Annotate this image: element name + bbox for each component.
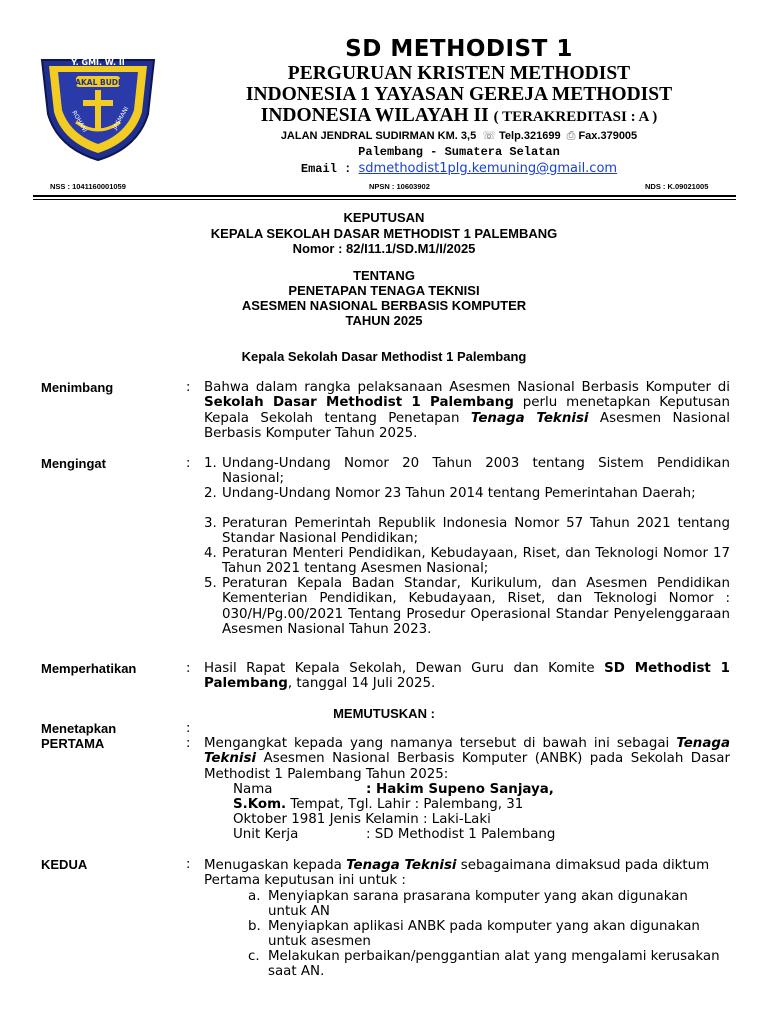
npsn-number: NPSN : 10603902 (369, 182, 430, 191)
decree-subject-2: ASESMEN NASIONAL BERBASIS KOMPUTER (241, 298, 527, 313)
item-text: Menyiapkan sarana prasarana komputer yang akan digunakan untuk AN (268, 889, 688, 919)
item-number: 5. (204, 576, 217, 591)
item-number: 2. (204, 486, 217, 501)
org-line-3 (150, 105, 768, 127)
pertama-role: Tenaga Teknisi (204, 736, 730, 767)
mengingat-label: Mengingat (41, 456, 106, 471)
menimbang-text-c: perlu menetapkan Keputusan Kepala Sekolah tentang Penetapan (204, 395, 730, 426)
mengingat-item (204, 576, 730, 638)
mengingat-item (204, 456, 730, 487)
nss-number: NSS : 1041160001059 (50, 182, 126, 191)
decree-heading: KEPUTUSAN (343, 210, 425, 225)
item-number: 4. (204, 546, 217, 561)
email-line (150, 161, 768, 176)
phone: Telp.321699 (499, 130, 561, 142)
email-link[interactable]: sdmethodist1plg.kemuning@gmail.com (358, 161, 618, 176)
kedua-colon: : (186, 857, 191, 872)
item-letter: a. (248, 889, 261, 904)
pertama-text (204, 736, 730, 782)
nama-label: Nama (233, 782, 273, 797)
item-text: Undang-Undang Nomor 23 Tahun 2014 tentang Pemerintahan Daerah; (222, 486, 696, 501)
email-label: Email : (300, 162, 352, 176)
item-text: Melakukan perbaikan/penggantian alat yang mengalami kerusakan saat AN. (268, 949, 720, 979)
memperhatikan-school: SD Methodist 1 Palembang (204, 661, 730, 692)
item-number: 3. (204, 516, 217, 531)
pertama-text-c: Asesmen Nasional Berbasis Komputer (ANBK) pada Sekolah Dasar Methodist 1 Palembang Tahun 2025: (204, 751, 730, 782)
pertama-colon: : (186, 736, 191, 751)
pertama-text-a: Mengangkat kepada yang namanya tersebut di bawah ini sebagai (204, 736, 677, 751)
logo-text-banner: AKAL BUDI (75, 78, 121, 87)
fax: Fax.379005 (578, 130, 638, 142)
kedua-role: Tenaga Teknisi (346, 858, 457, 873)
decree-about: TENTANG (353, 268, 415, 283)
decree-issuer: KEPALA SEKOLAH DASAR METHODIST 1 PALEMBANG (210, 226, 558, 241)
nama-value: : Hakim Supeno Sanjaya, (366, 782, 554, 797)
unit-value: : SD Methodist 1 Palembang (366, 827, 556, 842)
degree: S.Kom. (233, 797, 287, 812)
decree-number: Nomor : 82/I11.1/SD.M1/I/2025 (292, 241, 476, 256)
letterhead-divider-thin (33, 199, 736, 200)
city: Palembang - Sumatera Selatan (358, 145, 560, 159)
menimbang-colon: : (186, 380, 191, 395)
kedua-item (248, 949, 730, 979)
memutuskan-heading: MEMUTUSKAN : (333, 706, 435, 721)
memperhatikan-colon: : (186, 661, 191, 676)
item-text: Peraturan Menteri Pendidikan, Kebudayaan, Riset, dan Teknologi Nomor 17 Tahun 2021 tentang Asesmen Nasional; (222, 546, 730, 577)
mengingat-item (204, 516, 730, 547)
accreditation: ( TERAKREDITASI : A ) (493, 109, 658, 125)
logo-text-top: Y. GMI. W. II (71, 58, 125, 67)
ttl-text: Tempat, Tgl. Lahir : Palembang, 31 (286, 797, 524, 812)
kedua-text-a: Menugaskan kepada (204, 858, 347, 873)
address-line (150, 129, 768, 143)
kedua-item (248, 889, 730, 919)
org-line-2: INDONESIA 1 YAYASAN GEREJA METHODIST (245, 84, 673, 105)
ttl-line (233, 797, 523, 812)
mengingat-item (204, 486, 730, 501)
kedua-label: KEDUA (41, 857, 88, 872)
menimbang-text-e: Asesmen Nasional Berbasis Komputer Tahun 2025. (204, 410, 731, 442)
kedua-item (248, 919, 730, 949)
unit-label: Unit Kerja (233, 827, 299, 842)
memperhatikan-text-c: , tanggal 14 Juli 2025. (287, 676, 436, 692)
phone-icon: ☏ (482, 130, 497, 142)
memperhatikan-text (204, 661, 730, 692)
kedua-text (204, 858, 730, 889)
decree-subject-3: TAHUN 2025 (345, 313, 423, 328)
memperhatikan-text-a: Hasil Rapat Kepala Sekolah, Dewan Guru dan Komite (204, 661, 605, 676)
item-letter: c. (248, 949, 260, 964)
decree-subject-1: PENETAPAN TENAGA TEKNISI (288, 283, 480, 298)
menimbang-text (204, 380, 730, 442)
item-text: Menyiapkan aplikasi ANBK pada komputer yang akan digunakan untuk asesmen (268, 919, 700, 949)
menimbang-label: Menimbang (41, 380, 114, 395)
mengingat-item (204, 546, 730, 577)
org-line-3-text: INDONESIA WILAYAH II (260, 105, 489, 126)
kedua-text-c: sebagaimana dimaksud pada diktum Pertama keputusan ini untuk : (204, 858, 710, 889)
item-text: Undang-Undang Nomor 20 Tahun 2003 tentang Sistem Pendidikan Nasional; (222, 456, 730, 487)
menimbang-school: Sekolah Dasar Methodist 1 Palembang (204, 395, 514, 411)
item-text: Peraturan Kepala Badan Standar, Kurikulum, dan Asesmen Pendidikan Kementerian Pendidikan, Kebudayaan, Riset, dan Teknologi Nomor : 030/H/Pg.00/2021 Tentang Prosedur Operasional Standar Penyelenggaraan Asesmen Nasional Tahun 2023. (222, 576, 730, 638)
memperhatikan-label: Memperhatikan (41, 661, 137, 676)
address: JALAN JENDRAL SUDIRMAN KM. 3,5 (280, 130, 477, 142)
menimbang-text-a: Bahwa dalam rangka pelaksanaan Asesmen Nasional Berbasis Komputer di (204, 380, 730, 395)
menimbang-role: Tenaga Teknisi (470, 410, 589, 426)
mengingat-colon: : (186, 456, 191, 471)
org-line-1: PERGURUAN KRISTEN METHODIST (287, 63, 631, 84)
item-letter: b. (248, 919, 261, 934)
decree-authority: Kepala Sekolah Dasar Methodist 1 Palembang (241, 349, 527, 364)
logo-text-left: ROHANI (70, 109, 89, 134)
logo-text-right: JASMANI (111, 105, 131, 131)
school-name: SD METHODIST 1 (345, 36, 573, 62)
fax-icon: ⎙ (566, 130, 576, 142)
menetapkan-label: Menetapkan (41, 721, 117, 736)
item-text: Peraturan Pemerintah Republik Indonesia Nomor 57 Tahun 2021 tentang Standar Nasional Pendidikan; (222, 516, 730, 547)
item-number: 1. (204, 456, 217, 471)
menetapkan-colon: : (186, 721, 191, 736)
school-logo (38, 52, 158, 164)
pertama-label: PERTAMA (41, 736, 105, 751)
nds-number: NDS : K.09021005 (645, 182, 709, 191)
gender-line: Oktober 1981 Jenis Kelamin : Laki-Laki (233, 812, 491, 827)
letterhead-divider-thick (33, 195, 736, 197)
